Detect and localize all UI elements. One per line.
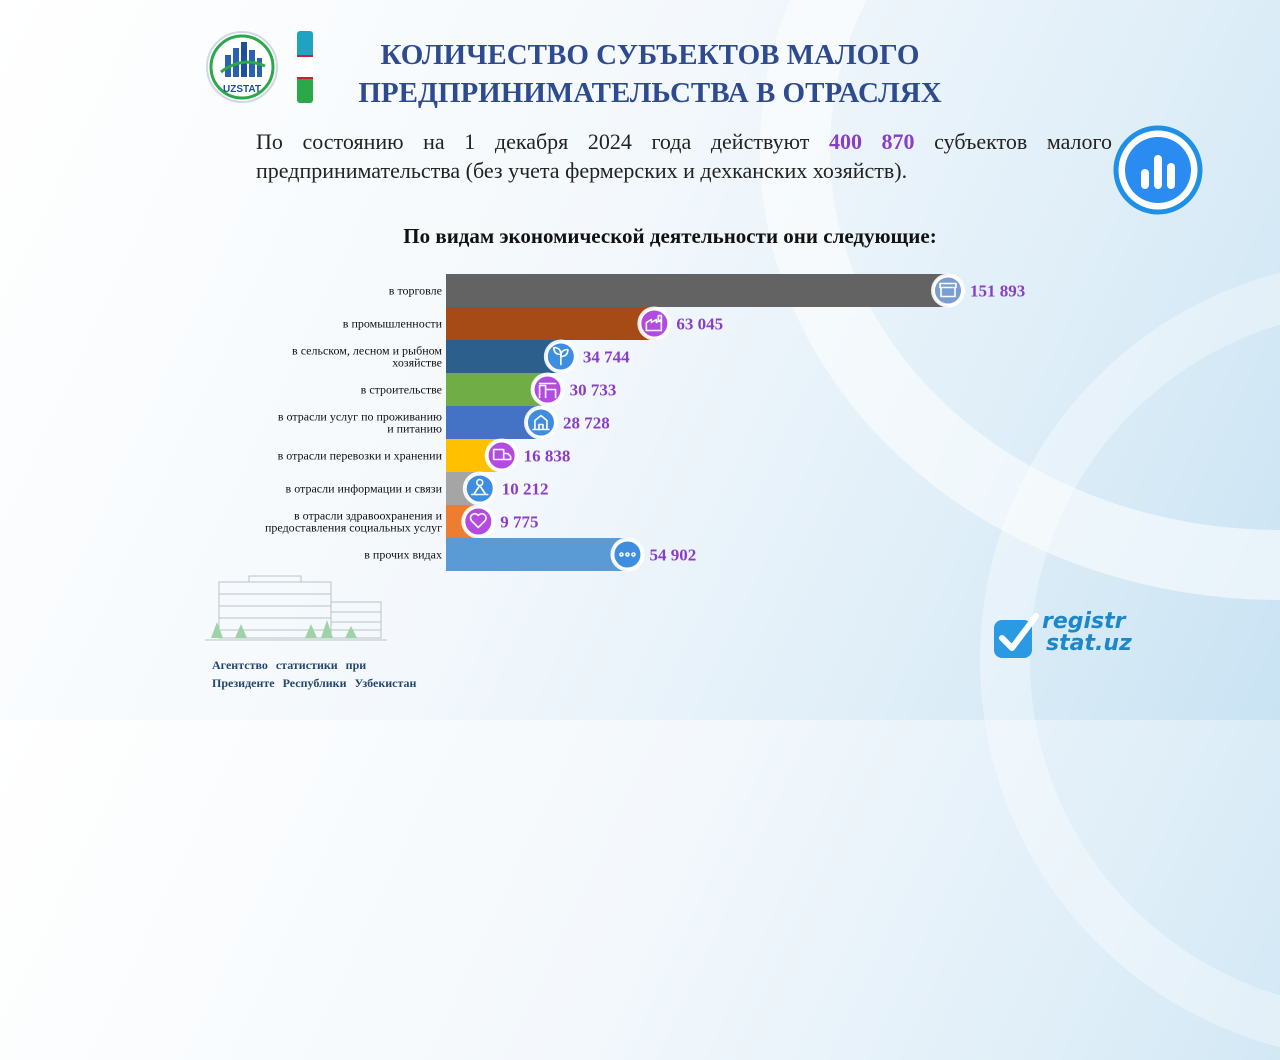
more-icon — [610, 538, 644, 572]
category-label-line: в строительстве — [360, 382, 442, 397]
value-label: 151 893 — [970, 281, 1026, 301]
category-label — [292, 344, 442, 370]
value-label: 16 838 — [523, 446, 571, 466]
category-label — [278, 410, 442, 436]
building-illustration — [205, 574, 387, 644]
category-label-line: и питанию — [387, 421, 442, 436]
bar — [446, 307, 654, 340]
category-label-line: в отрасли услуг по проживанию — [277, 409, 442, 424]
total-count: 400 870 — [828, 129, 915, 154]
logo-text: UZSTAT — [223, 84, 261, 95]
construction-icon — [531, 373, 565, 407]
category-label — [361, 383, 442, 397]
checkmark-icon — [992, 612, 1040, 660]
category-label-line: в торговле — [388, 283, 442, 298]
value-label: 30 733 — [569, 380, 617, 400]
intro-text: субъектов малого предпринимательства (без учета фермерских и дехканских хозяйств). — [256, 129, 1112, 183]
registr-line: registr — [1042, 609, 1126, 634]
intro-text: По состоянию на 1 декабря 2024 года действуют — [256, 129, 829, 154]
plant-icon — [544, 340, 578, 374]
hotel-icon — [524, 406, 558, 440]
network-icon — [463, 472, 497, 506]
category-label-line: в прочих видах — [364, 547, 442, 562]
category-label-line: в отрасли информации и связи — [285, 481, 442, 496]
category-label — [278, 449, 443, 463]
bar — [446, 538, 627, 571]
registr-line: stat.uz — [1046, 631, 1132, 656]
agency-line: Агентство статистики при — [212, 658, 367, 672]
category-label-line: в отрасли перевозки и хранении — [277, 448, 442, 463]
category-label — [343, 317, 443, 331]
bar — [446, 274, 948, 307]
value-label: 9 775 — [500, 512, 539, 532]
value-label: 54 902 — [649, 545, 697, 565]
shop-icon — [931, 274, 965, 308]
page-title-line: ПРЕДПРИНИМАТЕЛЬСТВА В ОТРАСЛЯХ — [358, 77, 942, 109]
category-label-line: в сельском, лесном и рыбном — [292, 343, 442, 358]
value-label: 63 045 — [676, 314, 724, 334]
agency-name — [212, 656, 416, 692]
page-title-line: КОЛИЧЕСТВО СУБЪЕКТОВ МАЛОГО — [380, 39, 920, 71]
category-label-line: в промышленности — [342, 316, 442, 331]
healthcare-icon — [461, 505, 495, 539]
category-label — [389, 284, 442, 298]
value-label: 34 744 — [582, 347, 630, 367]
registr-logo — [1042, 611, 1132, 655]
value-label: 10 212 — [501, 479, 549, 499]
category-label-line: предоставления социальных услуг — [264, 520, 442, 535]
category-label-line: в отрасли здравоохранения и — [293, 508, 442, 523]
category-label-line: хозяйстве — [392, 355, 442, 370]
category-label — [265, 509, 443, 535]
category-label — [364, 548, 442, 562]
agency-line: Президенте Республики Узбекистан — [212, 676, 417, 690]
value-label: 28 728 — [562, 413, 610, 433]
chart-subtitle: По видам экономической деятельности они следующие: — [403, 224, 937, 248]
category-label — [286, 482, 443, 496]
bar — [446, 340, 561, 373]
truck-icon — [485, 439, 519, 473]
factory-icon — [637, 307, 671, 341]
